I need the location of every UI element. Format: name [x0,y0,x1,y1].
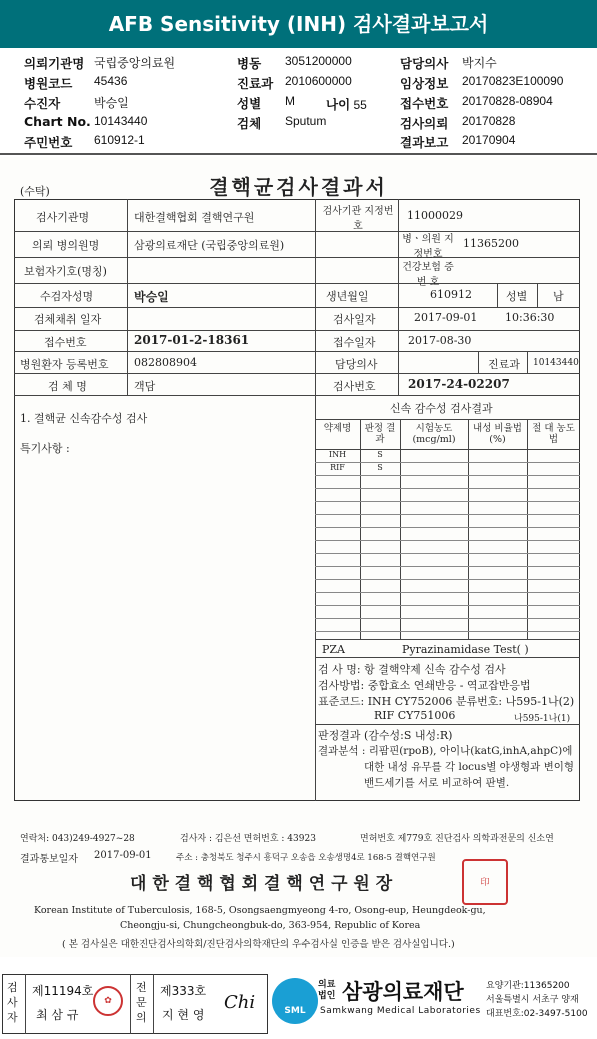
corp-label: 의료 법인 [318,980,336,1001]
collect-label: 검체채취 일자 [34,313,102,326]
info-label-text: Chart No. [24,114,91,129]
certification: ( 본 검사실은 대한진단검사의학회/진단검사의학재단의 우수검사실 인증을 받은 검사실입니다.) [62,939,455,950]
lab-no: 11000029 [407,209,463,222]
grid-line [315,605,580,606]
grid-line [400,419,401,639]
specimen-value: 객담 [134,380,156,393]
signature-strip [0,972,597,1039]
info-label-text: 담당의사 [400,56,449,71]
info-label [400,114,448,132]
grid-line [315,618,580,619]
report-title: AFB Sensitivity (INH) 검사결과보고서 [0,0,597,48]
result-title: 신속 감수성 검사결과 [390,402,493,415]
recv-no-label: 접수번호 [44,336,87,349]
lab-value: 대한결핵협회 결핵연구원 [134,211,255,224]
pza-label: PZA [322,643,345,656]
foundation-name-en: Samkwang Medical Laboratories [320,1006,481,1016]
pza-text: Pyrazinamidase Test( ) [402,643,529,656]
contact-line: 요양기관:11365200 [486,981,570,991]
sex-label: 성별 [506,290,528,303]
age-field: 나이 55 [326,97,367,112]
examiner: 검사자 : 김은선 면허번호 : 43923 [180,834,316,844]
info-label-text: 주민번호 [24,135,73,150]
info-label-text: 병동 [237,56,262,71]
contact-line: 대표번호:02-3497-5100 [486,1009,588,1019]
specialist-no: 제333호 [160,984,207,998]
info-value: 20170823E100090 [462,74,564,88]
sml-logo-icon: SML [272,978,318,1024]
info-value: 10143440 [94,114,148,128]
report-date: 2017-09-01 [94,850,152,861]
info-value: Sputum [285,114,327,128]
recv-date-label: 접수일자 [333,336,376,349]
specimen-label: 검 체 명 [48,380,87,393]
report-date-label: 결과통보일자 [20,854,78,865]
result-cell: S [377,450,383,459]
grid-line [360,419,361,639]
judge-line: 판정결과 (감수성:S 내성:R) [318,729,453,742]
form-type: (수탁) [20,185,50,198]
info-label-text: 성별 [237,96,262,111]
org-name: 대 한 결 핵 협 회 결 핵 연 구 원 장 [130,874,393,894]
result-header: 내성 비율법(%) [473,423,522,445]
grid-line [315,553,580,554]
tester-label: 검사자 [7,981,18,1024]
test-time: 10:36:30 [505,311,555,324]
info-label [400,133,448,151]
contact: 연락처: 043)249-4927~28 [20,834,135,844]
method-line: 나595-1나(1) [514,714,571,724]
org-address-en: Cheongju-si, Chungcheongbuk-do, 363-954, Republic of Korea [120,920,421,931]
info-label [24,94,60,112]
info-label [237,94,261,112]
recv-no: 2017-01-2-18361 [134,333,250,347]
info-label [237,54,261,72]
tester-no: 제11194호 [32,984,94,998]
reg-value: 082808904 [134,356,197,369]
specialist-label: 전문의 [136,981,147,1024]
insurer-label: 보험자기호(명칭) [24,265,107,278]
info-value: 20170828 [462,114,516,128]
grid-line [468,419,469,639]
result-header: 절 대 농도법 [532,423,575,445]
grid-line [315,631,580,632]
info-label [400,54,448,72]
dept-value: 10143440 [533,358,579,368]
grid-line [315,475,580,476]
judge-line: 결과분석 : 리팜핀(rpoB), 아이나(katG,inhA,ahpC)에 [318,745,573,757]
scanned-report [0,157,597,957]
lab-label: 검사기관명 [36,211,90,224]
insurance-cert-label: 건강보험 증 번 호 [402,262,454,288]
method-line: 표준코드: INH CY752006 분류번호: 나595-1나(2) [318,695,575,708]
grid-line [315,566,580,567]
result-header: 약제명 [323,423,352,434]
license: 면허번호 제779호 진단검사 의학과전문의 신소연 [360,834,554,844]
result-header: 시험농도 (mcg/ml) [412,423,456,445]
remarks-label: 특기사항 : [20,442,70,455]
info-label-text: 결과보고 [400,135,449,150]
grid-line [315,501,580,502]
info-label-text: 병원코드 [24,76,73,91]
info-value: 610912-1 [94,133,145,147]
info-value: 3051200000 [285,54,352,68]
info-label [400,74,448,92]
judge-line: 대한 내성 유무를 각 locus별 야생형과 변이형 [364,761,575,773]
result-header: 판정 결과 [364,423,396,445]
info-label-text: 수진자 [24,96,61,111]
grid-line [315,540,580,541]
address: 주소 : 충청북도 청주시 흥덕구 오송읍 오송생명4로 168-5 결핵연구원 [176,853,436,863]
method-line: RIF CY751006 [374,709,456,722]
method-line: 검사방법: 중합효소 연쇄반응 - 역교잡반응법 [318,679,531,692]
info-label [24,133,72,151]
test-no: 2017-24-02207 [408,377,510,391]
info-value: 박지수 [462,56,497,70]
grid-line [527,419,528,639]
info-label-text: 의뢰기관명 [24,56,85,71]
test-no-label: 검사번호 [333,380,376,393]
hosp-no: 11365200 [463,237,519,250]
info-value: 국립중앙의료원 [94,56,176,70]
judge-line: 밴드세기를 서로 비교하여 판별. [364,777,510,789]
hosp-no-label: 병ㆍ의원 지정번호 [402,234,454,260]
info-label [237,114,261,132]
doctor-label: 담당의사 [335,358,378,371]
grid-line [315,592,580,593]
info-label [400,94,448,112]
foundation-name: 삼광의료재단 [342,980,464,1004]
name-label: 수검자성명 [40,290,94,303]
info-label-text: 검사의뢰 [400,116,449,131]
reg-label: 병원환자 등록번호 [20,358,109,371]
info-value: 45436 [94,74,128,88]
scan-title: 결핵균검사결과서 [209,175,388,199]
test-date: 2017-09-01 [414,311,478,324]
info-label [24,74,72,92]
info-value: 20170828-08904 [462,94,553,108]
hosp-label: 의뢰 병의원명 [32,239,100,252]
grid-line [315,527,580,528]
org-address-en: Korean Institute of Tuberculosis, 168-5, Osongsaengmyeong 4-ro, Osong-eup, Heungdeok-gu, [34,905,486,916]
grid-line [315,579,580,580]
tester-name: 최 삼 규 [36,1008,79,1022]
name-value: 박승일 [134,290,169,304]
info-label-text: 접수번호 [400,96,449,111]
result-cell: RIF [330,463,345,472]
info-label-text: 임상정보 [400,76,449,91]
specialist-signature: Chi [224,992,256,1013]
info-label-text: 검체 [237,116,262,131]
test-date-label: 검사일자 [333,313,376,326]
tester-seal: ✿ [93,986,123,1016]
official-seal: 印 [462,859,508,905]
info-label [237,74,273,92]
lab-no-label: 검사기관 지정번호 [322,206,394,232]
recv-date: 2017-08-30 [408,334,472,347]
test-item: 1. 결핵균 신속감수성 검사 [20,412,148,425]
birth-value: 610912 [430,288,472,301]
method-line: 검 사 명: 항 결핵약제 신속 감수성 검사 [318,663,506,676]
birth-label: 생년월일 [326,290,369,303]
specialist-name: 지 현 영 [162,1008,205,1022]
info-value: 박승일 [94,96,129,110]
info-label [24,54,84,72]
result-cell: S [377,463,383,472]
grid-line [315,514,580,515]
info-value: 2010600000 [285,74,352,88]
grid-line [315,488,580,489]
info-value: 20170904 [462,133,516,147]
hosp-value: 삼광의료재단 (국립중앙의료원) [134,239,285,252]
dept-label: 진료과 [488,358,520,371]
info-value: M [285,94,295,108]
result-cell: INH [328,450,347,459]
info-label [24,114,91,129]
info-label-text: 진료과 [237,76,274,91]
contact-line: 서울특별시 서초구 양재 [486,995,579,1005]
report-table [14,199,580,801]
sex-value: 남 [553,290,564,303]
divider [0,153,597,155]
